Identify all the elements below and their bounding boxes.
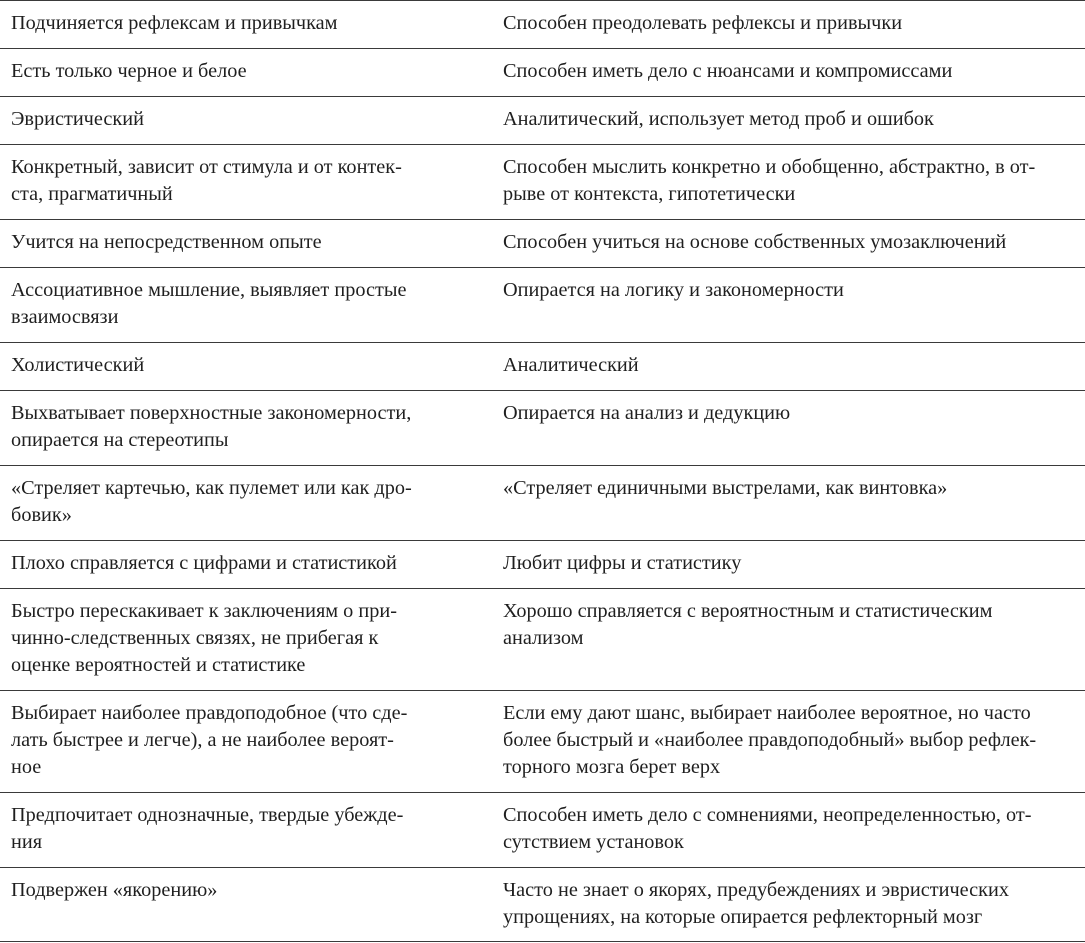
- table-row: [0, 541, 1085, 589]
- right-cell: [493, 97, 1085, 145]
- left-cell-text: Конкретный, зависит от стимула и от контек- ста, прагматичный: [11, 156, 402, 205]
- right-cell-text: Аналитический, использует метод проб и ошибок: [503, 108, 934, 130]
- table-row: [0, 466, 1085, 541]
- right-cell: [493, 343, 1085, 391]
- table-row: [0, 589, 1085, 691]
- right-cell: [493, 793, 1085, 868]
- left-cell: [0, 541, 493, 589]
- right-cell-text: Способен иметь дело с нюансами и компромиссами: [503, 60, 953, 82]
- right-cell: [493, 1, 1085, 49]
- left-cell-text: Есть только черное и белое: [11, 60, 247, 82]
- right-cell-text: Способен учиться на основе собственных умозаключений: [503, 231, 1007, 253]
- right-cell-text: Если ему дают шанс, выбирает наиболее вероятное, но часто более быстрый и «наиболее правдоподобный» выбор рефлек- торного мозга берет верх: [503, 702, 1037, 778]
- table-row: [0, 391, 1085, 466]
- left-cell-text: Учится на непосредственном опыте: [11, 231, 322, 253]
- left-cell-text: Предпочитает однозначные, твердые убежде- ния: [11, 804, 404, 853]
- left-cell: [0, 343, 493, 391]
- right-cell-text: Аналитический: [503, 354, 639, 376]
- left-cell-text: Эвристический: [11, 108, 144, 130]
- right-cell: [493, 868, 1085, 942]
- left-cell: [0, 268, 493, 343]
- left-cell: [0, 793, 493, 868]
- left-cell-text: Быстро перескакивает к заключениям о при- чинно-следственных связях, не прибегая к оценке вероятностей и статистике: [11, 600, 397, 676]
- table-row: [0, 793, 1085, 868]
- table-row: [0, 97, 1085, 145]
- left-cell-text: Ассоциативное мышление, выявляет простые взаимосвязи: [11, 279, 407, 328]
- right-cell: [493, 466, 1085, 541]
- table-row: [0, 220, 1085, 268]
- left-cell-text: Подвержен «якорению»: [11, 879, 218, 901]
- table-row: [0, 868, 1085, 942]
- right-cell: [493, 589, 1085, 691]
- right-cell-text: Опирается на логику и закономерности: [503, 279, 844, 301]
- table-row: [0, 145, 1085, 220]
- table-row: [0, 343, 1085, 391]
- left-cell-text: «Стреляет картечью, как пулемет или как дро- бовик»: [11, 477, 412, 526]
- left-cell: [0, 1, 493, 49]
- right-cell-text: Способен иметь дело с сомнениями, неопределенностью, от- сутствием установок: [503, 804, 1032, 853]
- left-cell: [0, 97, 493, 145]
- left-cell-text: Выхватывает поверхностные закономерности, опирается на стереотипы: [11, 402, 412, 451]
- table-row: [0, 1, 1085, 49]
- left-cell: [0, 868, 493, 942]
- left-cell: [0, 691, 493, 793]
- left-cell: [0, 220, 493, 268]
- right-cell-text: Способен преодолевать рефлексы и привычки: [503, 12, 903, 34]
- right-cell: [493, 268, 1085, 343]
- right-cell-text: Часто не знает о якорях, предубеждениях и эвристических упрощениях, на которые опирается рефлекторный мозг: [503, 879, 1010, 928]
- left-cell: [0, 391, 493, 466]
- right-cell-text: Опирается на анализ и дедукцию: [503, 402, 791, 424]
- right-cell-text: Хорошо справляется с вероятностным и статистическим анализом: [503, 600, 993, 649]
- table-row: [0, 268, 1085, 343]
- left-cell-text: Выбирает наиболее правдоподобное (что сде- лать быстрее и легче), а не наиболее вероят- ное: [11, 702, 408, 778]
- left-cell-text: Подчиняется рефлексам и привычкам: [11, 12, 338, 34]
- left-cell: [0, 466, 493, 541]
- right-cell: [493, 220, 1085, 268]
- left-cell: [0, 145, 493, 220]
- right-cell: [493, 391, 1085, 466]
- left-cell-text: Плохо справляется с цифрами и статистикой: [11, 552, 397, 574]
- right-cell: [493, 541, 1085, 589]
- right-cell-text: «Стреляет единичными выстрелами, как винтовка»: [503, 477, 948, 499]
- right-cell-text: Любит цифры и статистику: [503, 552, 742, 574]
- left-cell: [0, 589, 493, 691]
- left-cell-text: Холистический: [11, 354, 145, 376]
- right-cell: [493, 691, 1085, 793]
- left-cell: [0, 49, 493, 97]
- right-cell: [493, 145, 1085, 220]
- table-row: [0, 691, 1085, 793]
- right-cell-text: Способен мыслить конкретно и обобщенно, абстрактно, в от- рыве от контекста, гипотетически: [503, 156, 1036, 205]
- right-cell: [493, 49, 1085, 97]
- table-row: [0, 49, 1085, 97]
- table-body: [0, 1, 1085, 942]
